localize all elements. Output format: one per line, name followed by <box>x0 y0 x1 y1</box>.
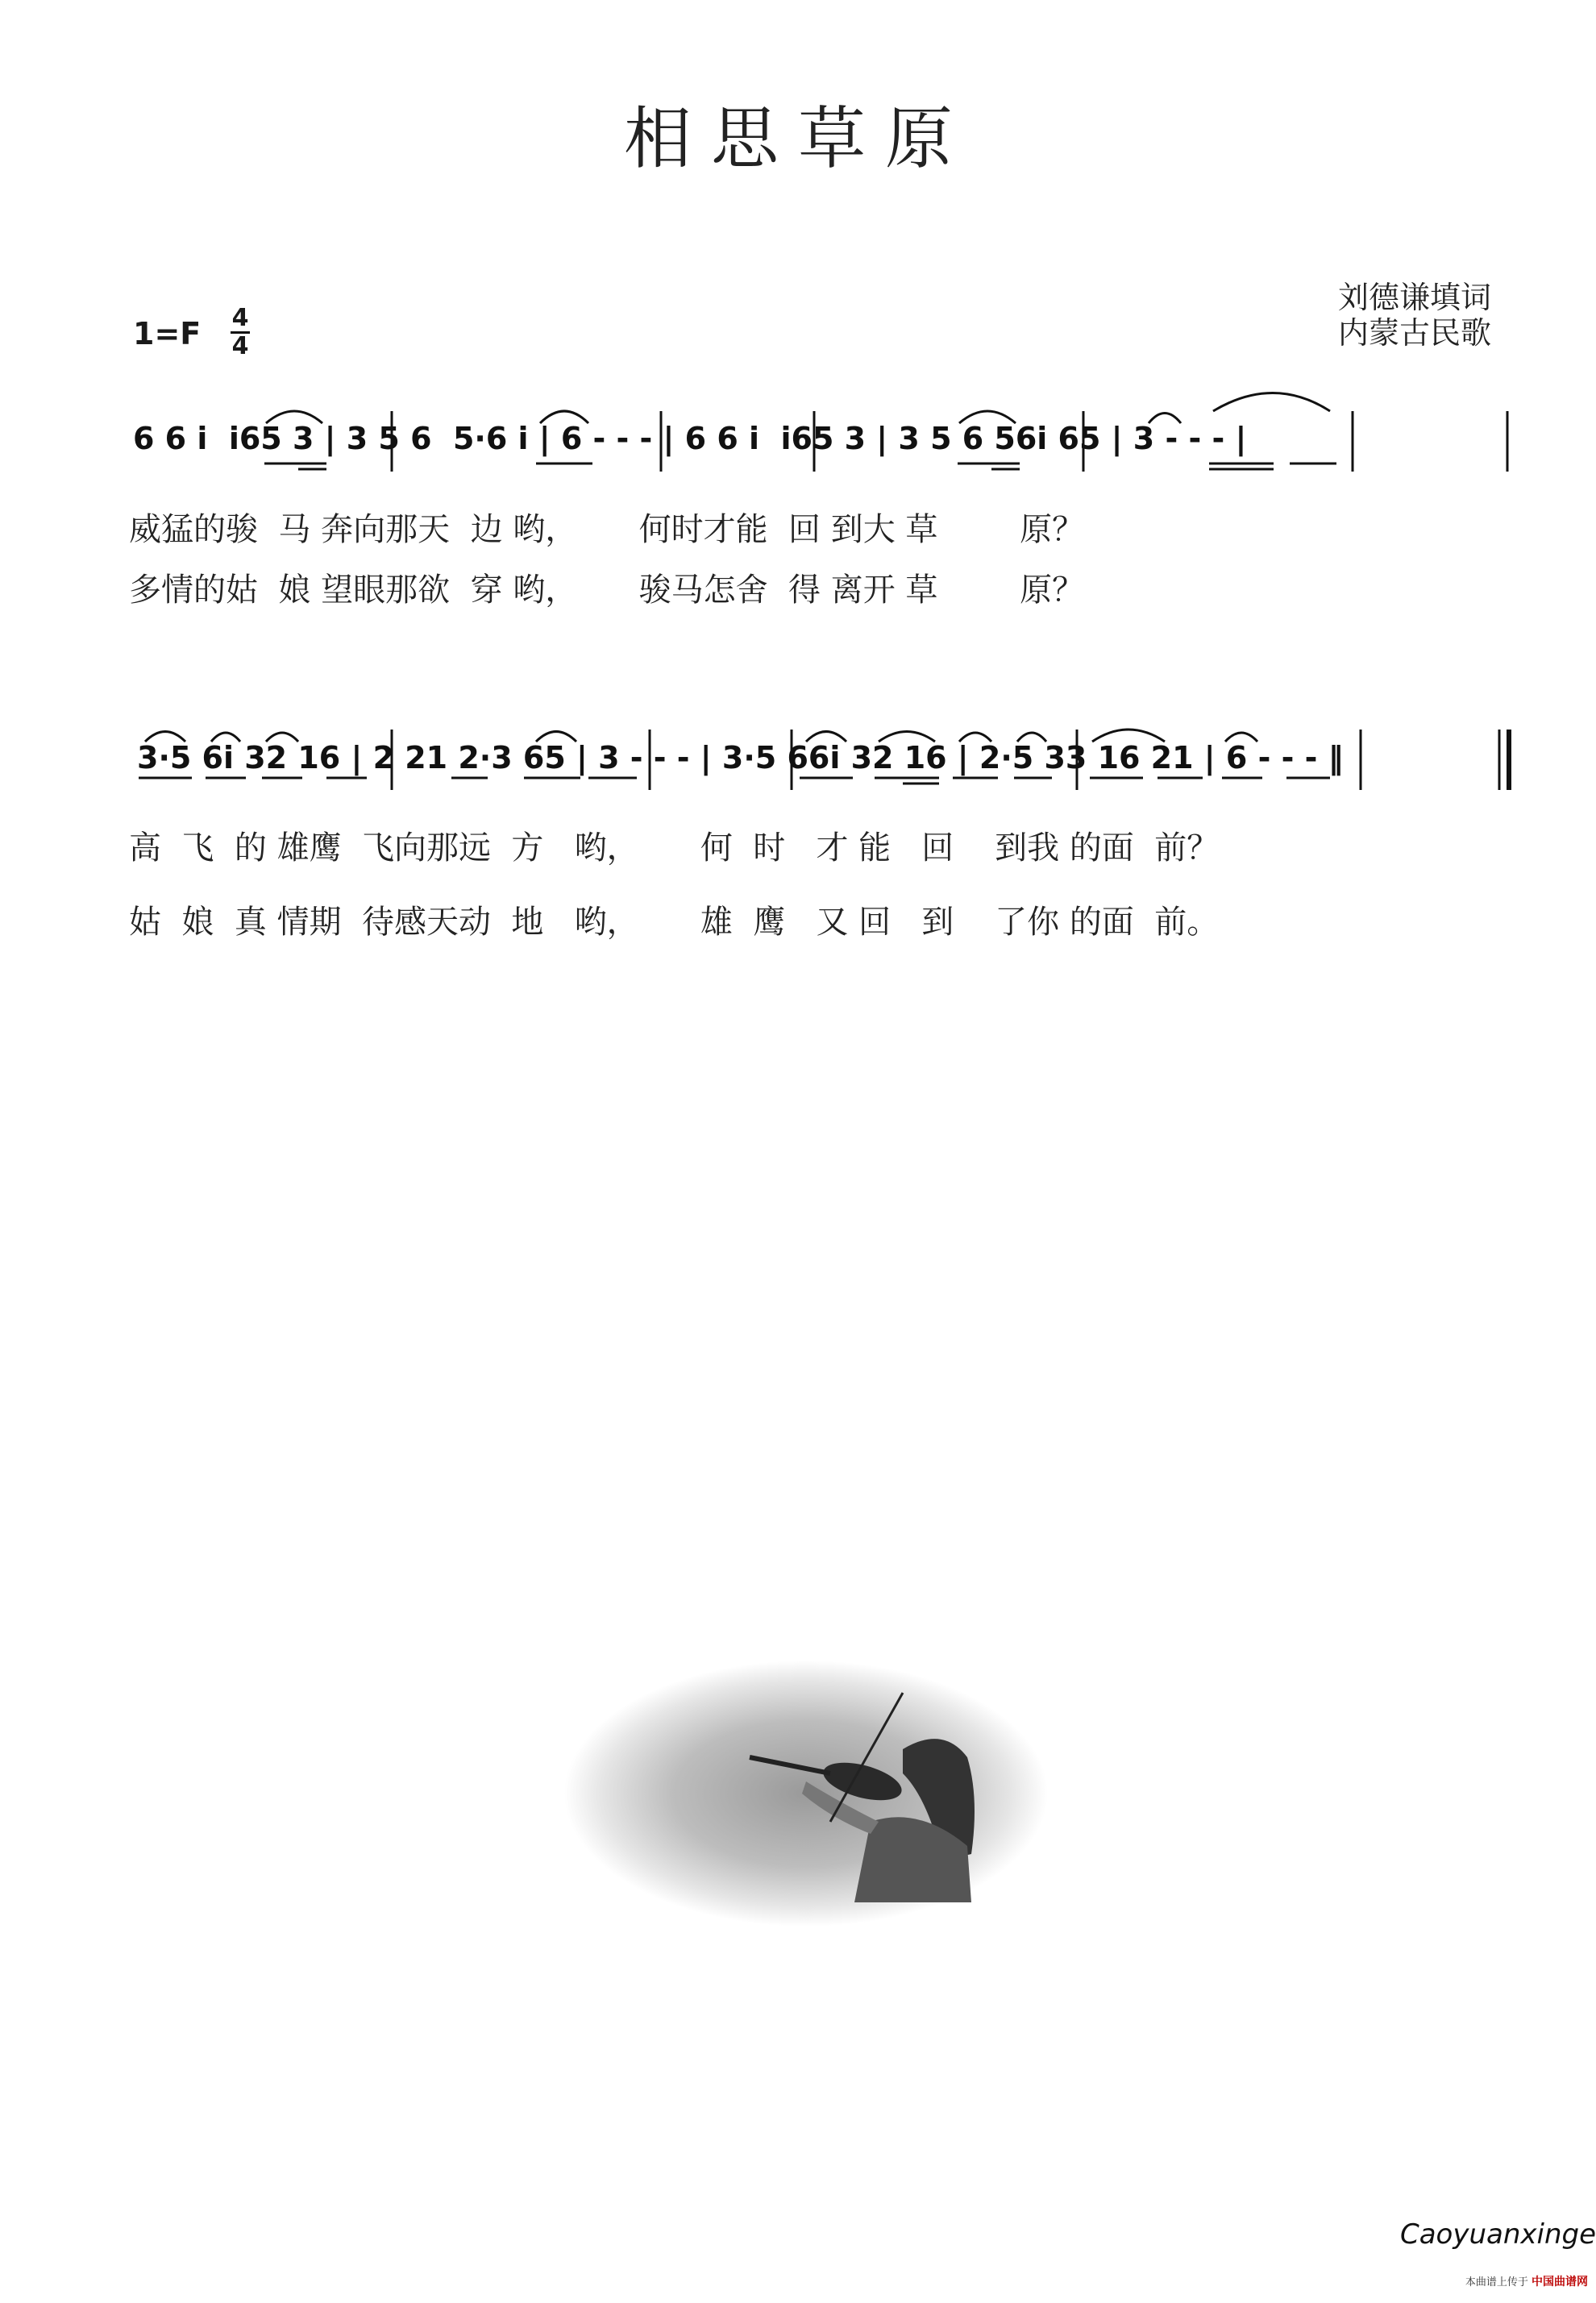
system-2-lyrics-verse-2: 姑 娘 真 情期 待感天动 地 哟， 雄 鹰 又 回 到 了你 的面 前。 <box>129 904 1220 941</box>
upload-note-site: 中国曲谱网 <box>1532 2276 1588 2288</box>
page-title: 相思草原 <box>623 99 972 178</box>
system-1-lyrics-verse-1: 威猛的骏 马 奔向那天 边 哟， 何时才能 回 到大 草 原？ <box>129 511 1085 548</box>
signature: Caoyuanxinge <box>1399 2218 1596 2251</box>
violinist-photo <box>564 1661 1048 1927</box>
system-2-lyrics-verse-1: 高 飞 的 雄鹰 飞向那远 方 哟， 何 时 才 能 回 到我 的面 前？ <box>129 829 1220 867</box>
time-signature-bottom: 4 <box>231 332 249 360</box>
upload-note-prefix: 本曲谱上传于 <box>1465 2276 1528 2288</box>
key-signature: 1=F <box>133 316 202 351</box>
system-2-notes: 3·5 6i 32 16 | 2 21 2·3 65 | 3 - - - | 3·5 66i 32 16 | 2·5 33 16 21 | 6 - - - ‖ <box>137 740 1344 775</box>
lyricist-credit: 刘德谦填词 <box>1338 280 1492 315</box>
origin-credit: 内蒙古民歌 <box>1338 315 1492 351</box>
time-signature-top: 4 <box>231 304 249 332</box>
system-1-notes: 6 6 i i65 3 | 3 5 6 5·6 i | 6 - - - | 6 6 i i65 3 | 3 5 6 56i 65 | 3 - - - | <box>133 421 1247 456</box>
system-1-lyrics-verse-2: 多情的姑 娘 望眼那欲 穿 哟， 骏马怎舍 得 离开 草 原？ <box>129 572 1085 609</box>
upload-note <box>1465 2273 1588 2289</box>
